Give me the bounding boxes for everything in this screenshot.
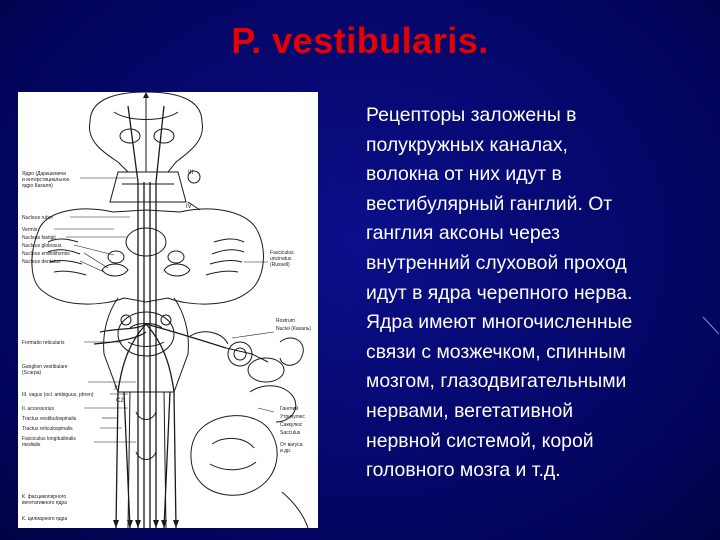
label-ganglion-vestibulare: Ganglion vestibulare	[22, 364, 68, 370]
label-scarpa: (Scarpa)	[22, 370, 42, 376]
label-utriculus: Утрикулюс	[280, 414, 305, 420]
label-tractus-vestibulospinalis: Tractus vestibulospinalis	[22, 416, 77, 422]
label-interstitial: и интерстициальное	[22, 177, 70, 183]
label-sacculus-ru: Саккулюс	[280, 422, 303, 428]
body-line: головного мозга и т.д.	[366, 459, 561, 482]
label-uncinatus: uncinatus	[270, 256, 292, 262]
label-roman-iv: IV	[186, 204, 192, 210]
body-line: полукружных каналах,	[366, 133, 568, 156]
label-roman-x: X	[114, 386, 119, 392]
label-vagus: III. vagus (ncl. ambiguus, phren)	[22, 392, 94, 398]
label-nucleus-emboliformis: Nucleus emboliformis	[22, 251, 70, 257]
body-line: нервной системой, корой	[366, 429, 594, 452]
label-fascicular-nucleus: К. фасциколярного	[22, 494, 67, 500]
body-line: вестибулярный ганглий. От	[366, 192, 613, 215]
label-fasciculus: Fasciculus	[270, 250, 294, 256]
body-line: идут в ядра черепного нерва.	[366, 281, 633, 304]
label-accessorius: II. accessorius	[22, 406, 54, 412]
slide-body-text	[366, 101, 711, 486]
label-and-others: и др.	[280, 448, 292, 454]
label-nucleus-dentatus: Nucleus dentatus	[22, 259, 61, 265]
label-formatio-reticularis: Formatio reticularis	[22, 340, 65, 346]
label-ganglion: Ганглий	[280, 406, 299, 412]
label-nucleus-fastigii: Nucleus fastigii	[22, 235, 56, 241]
label-roman-iii: III	[188, 170, 194, 176]
vestibular-pathway-diagram	[18, 92, 318, 528]
body-line: Ядра имеют многочисленные	[366, 311, 633, 334]
body-line: внутренний слуховой проход	[366, 251, 627, 274]
label-russell: (Russell)	[270, 262, 290, 268]
body-line: Рецепторы заложены в	[366, 104, 577, 126]
label-vegetative-nucleus: вегетативного ядра	[22, 500, 67, 506]
label-medialis: medialis	[22, 442, 41, 448]
body-line: ганглия аксоны через	[366, 222, 560, 245]
label-tractus-reticulospinalis: Tractus reticulospinalis	[22, 426, 73, 432]
label-rostrum: Rostrum	[276, 318, 295, 324]
body-line: волокна от них идут в	[366, 163, 562, 186]
label-vermis: Vermis	[22, 227, 38, 233]
label-fasciculus-longitudinalis: Fasciculus longitudinalis	[22, 436, 76, 442]
pathway-drawing	[18, 92, 318, 528]
label-roman-c2: C2	[116, 398, 124, 404]
label-ciliary-nucleus: К. цилиарного ядра	[22, 516, 68, 522]
decorative-stroke	[702, 316, 720, 336]
label-nucleus-globosus: Nucleus globosus	[22, 243, 62, 249]
slide-title: P. vestibularis.	[231, 20, 489, 61]
label-ncl-darkshevich: Ядро (Даркшевича	[22, 171, 66, 177]
body-line: нервами, вегетативной	[366, 399, 574, 422]
body-line: связи с мозжечком, спинным	[366, 340, 626, 363]
label-from-vagus: От вагуса	[280, 442, 303, 448]
body-line: мозгом, глазодвигательными	[366, 370, 627, 393]
label-nucleus-ruber: Nucleus ruber	[22, 215, 54, 221]
label-sacculus: Sacculus	[280, 430, 301, 436]
label-nuclei-cajal: Nuclei (Кахаль)	[276, 326, 312, 332]
label-cajal: ядро Кахаля)	[22, 183, 53, 189]
